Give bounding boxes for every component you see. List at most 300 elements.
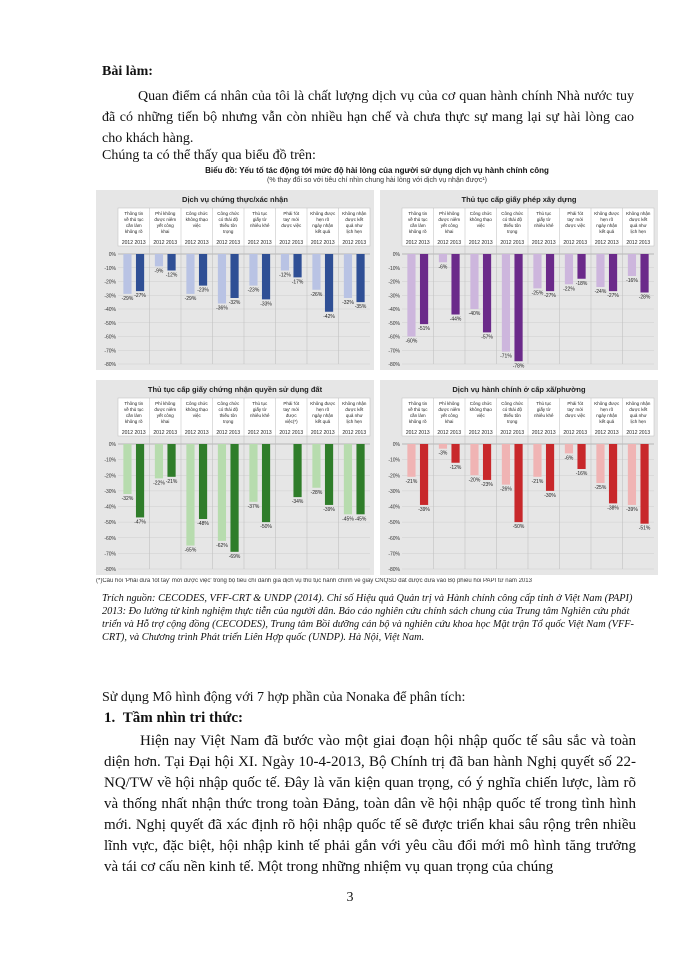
data-label: -48% [197, 521, 209, 527]
y-tick-label: -20% [104, 473, 116, 480]
category-label: giấy tờ [536, 217, 551, 222]
bar-2013 [325, 254, 333, 312]
bar-2013 [546, 444, 554, 491]
year-label: 2013 [607, 430, 619, 436]
year-label: 2013 [575, 430, 588, 436]
bar-2013 [262, 444, 270, 522]
year-label: 2012 [342, 240, 354, 246]
year-label: 2013 [291, 430, 304, 436]
bar-2012 [312, 444, 320, 488]
category-label: trọng [507, 419, 518, 424]
category-label: được kết [345, 217, 364, 222]
data-label: -29% [121, 295, 134, 302]
category-label: kết quả [599, 229, 615, 234]
year-label: 2013 [449, 240, 462, 246]
category-label: khai [161, 419, 170, 424]
year-label: 2012 [437, 240, 449, 246]
figure-title: Biểu đồ: Yếu tố tác động tới mức độ hài lòng của người sử dụng dịch vụ hành chính công [205, 166, 549, 175]
data-label: -30% [544, 492, 556, 499]
category-label: có thái độ [218, 217, 239, 222]
category-label: việc(*) [284, 419, 298, 424]
chart-svg [380, 380, 658, 575]
bar-2013 [230, 444, 238, 552]
data-label: -51% [638, 525, 651, 532]
y-tick-label: -60% [104, 334, 116, 341]
bar-2013 [514, 254, 522, 361]
category-label: lịch hẹn [630, 229, 647, 234]
year-label: 2013 [354, 430, 367, 436]
category-label: được niêm [438, 407, 461, 412]
bar-2013 [136, 254, 144, 291]
category-label: lịch hẹn [346, 229, 363, 234]
year-label: 2013 [418, 430, 430, 436]
category-label: Thông tin [124, 401, 144, 406]
year-label: 2013 [481, 240, 493, 246]
category-label: Công chức [185, 211, 208, 216]
year-label: 2013 [260, 240, 272, 246]
data-label: -37% [247, 503, 260, 510]
bar-2013 [577, 444, 585, 469]
data-label: -57% [481, 334, 493, 341]
bar-2013 [640, 254, 648, 293]
data-label: -6% [438, 264, 448, 271]
y-tick-label: -10% [388, 457, 400, 464]
bar-2012 [312, 254, 320, 290]
category-label: Không nhận [342, 211, 367, 216]
data-label: -39% [418, 506, 430, 513]
bar-2013 [325, 444, 333, 505]
y-tick-label: -40% [104, 504, 116, 511]
data-label: -26% [500, 486, 512, 493]
category-label: Phí không [439, 401, 460, 406]
bar-2012 [533, 254, 541, 288]
data-label: -36% [216, 305, 228, 312]
bar-2013 [451, 444, 459, 463]
category-label: được việc [565, 413, 586, 418]
y-tick-label: 0% [108, 442, 116, 448]
year-label: 2012 [247, 240, 260, 246]
category-label: trọng [507, 229, 518, 234]
bar-2013 [230, 254, 238, 298]
category-label: quả như [629, 413, 647, 418]
data-label: -24% [594, 289, 607, 295]
category-label: không rõ [124, 229, 143, 234]
category-label: Công chức [469, 211, 492, 216]
bar-2012 [123, 254, 131, 294]
source-citation: Trích nguồn: CECODES, VFF-CRT & UNDP (2014). Chỉ số Hiệu quả Quản trị và Hành chính công cấp tỉnh ở Việt Nam (PAPI) 2013: Đo lường từ kinh nghiệm thực tiễn của người dân. Báo cáo nghiên cứu chính sách chung của Trung tâm Nghiên cứu phát triển và Hỗ trợ cộng đồng (CECODES), Trung tâm Bồi dưỡng cán bộ và nghiên cứu khoa học Mặt trận Tổ quốc Việt Nam (VFF-CRT), và Chương trình Phát triển Liên Hợp quốc (UNDP). Hà Nội, Việt Nam. [102, 593, 634, 643]
year-label: 2012 [594, 240, 607, 246]
category-label: tay' mới [283, 407, 300, 412]
year-label: 2012 [626, 240, 638, 246]
y-tick-label: -30% [388, 488, 400, 495]
year-label: 2013 [165, 240, 178, 246]
year-label: 2012 [279, 430, 291, 436]
category-label: về thủ tục [407, 217, 428, 222]
category-label: được việc [281, 223, 302, 228]
bar-2013 [262, 254, 270, 299]
category-label: Thủ tục [252, 401, 268, 406]
bar-2012 [407, 254, 415, 337]
year-label: 2013 [607, 240, 619, 246]
data-label: -25% [594, 485, 607, 492]
category-label: được kết [629, 217, 648, 222]
bar-2012 [155, 254, 163, 266]
data-label: -27% [544, 293, 556, 300]
year-label: 2012 [531, 240, 544, 246]
category-label: nhiêu khê [249, 223, 270, 228]
data-label: -18% [575, 280, 588, 287]
category-label: nhiêu khê [249, 413, 270, 418]
data-label: -60% [405, 338, 418, 345]
bar-2012 [502, 444, 510, 485]
category-label: Công chức [469, 401, 492, 406]
category-label: khai [445, 419, 454, 424]
y-tick-label: -70% [104, 551, 116, 558]
data-label: -12% [165, 272, 178, 279]
data-label: -29% [184, 295, 197, 302]
bar-2012 [596, 444, 604, 483]
bar-2012 [249, 444, 257, 502]
category-label: được niêm [154, 407, 177, 412]
year-label: 2012 [531, 430, 544, 436]
category-label: trọng [223, 229, 234, 234]
intro-paragraph: Quan điểm cá nhân của tôi là chất lượng dịch vụ của cơ quan hành chính Nhà nước tuy đã có những tiến bộ nhưng vẫn còn nhiều hạn chế và chưa thực sự mang lại sự hài lòng cao cho khách hàng. [102, 89, 634, 146]
category-label: Không nhận [626, 401, 651, 406]
bar-2012 [186, 254, 194, 294]
category-label: quả như [345, 223, 363, 228]
bar-2012 [439, 254, 447, 262]
year-label: 2013 [228, 430, 241, 436]
category-label: việc [192, 223, 201, 228]
y-tick-label: -20% [388, 279, 400, 286]
y-tick-label: -10% [388, 265, 400, 272]
data-label: -16% [626, 278, 638, 284]
y-tick-label: -30% [104, 293, 116, 300]
year-label: 2013 [354, 240, 367, 246]
category-label: lịch hẹn [346, 419, 363, 424]
category-label: có thái độ [502, 407, 523, 412]
category-label: hẹn rõ [316, 407, 330, 412]
year-label: 2013 [512, 430, 525, 436]
bar-2013 [356, 254, 364, 302]
bar-2013 [420, 444, 428, 505]
data-label: -40% [468, 311, 481, 317]
y-tick-label: -70% [388, 348, 400, 355]
y-tick-label: -40% [388, 504, 400, 511]
chart-title: Thủ tục cấp giấy phép xây dựng [461, 195, 577, 204]
chart-panel-land-certificate [96, 380, 374, 575]
data-label: -71% [500, 353, 512, 360]
category-label: việc [476, 223, 485, 228]
year-label: 2013 [291, 240, 304, 246]
figure [96, 166, 658, 592]
data-label: -34% [291, 499, 304, 506]
year-label: 2012 [216, 240, 228, 246]
category-label: thiếu tôn [503, 413, 521, 418]
chart-title: Dịch vụ chứng thực/xác nhận [182, 195, 288, 204]
section-number: 1. [104, 710, 116, 726]
data-label: -6% [564, 455, 574, 462]
y-tick-label: -50% [104, 520, 116, 527]
year-label: 2012 [594, 430, 607, 436]
year-label: 2013 [638, 240, 651, 246]
y-tick-label: -10% [104, 457, 116, 464]
category-label: kết quả [315, 229, 331, 234]
category-label: Phải 'lót [283, 401, 300, 406]
data-label: -28% [638, 294, 651, 301]
data-label: -69% [228, 553, 241, 560]
category-label: giấy tờ [252, 217, 267, 222]
category-label: Công chức [501, 211, 524, 216]
category-label: quả như [629, 223, 647, 228]
category-label: Phí không [439, 211, 460, 216]
bar-2012 [218, 254, 226, 304]
year-label: 2013 [165, 430, 178, 436]
data-label: -39% [323, 506, 335, 513]
y-tick-label: -30% [388, 293, 400, 300]
category-label: quả như [345, 413, 363, 418]
bar-2013 [640, 444, 648, 524]
data-label: -12% [279, 272, 291, 279]
category-label: không thạo [469, 217, 492, 222]
bar-2012 [628, 444, 636, 505]
category-label: Thông tin [124, 211, 144, 216]
category-label: cần làm [409, 413, 426, 418]
year-label: 2013 [544, 240, 556, 246]
y-tick-label: -80% [104, 567, 116, 573]
y-tick-label: -70% [104, 348, 116, 355]
year-label: 2013 [323, 240, 335, 246]
year-label: 2013 [638, 430, 651, 436]
y-tick-label: -50% [104, 320, 116, 327]
category-label: Thủ tục [252, 211, 268, 216]
category-label: Phí không [155, 211, 176, 216]
chart-panel-construction-permit [380, 190, 658, 370]
chart-svg [96, 190, 374, 370]
figure-subtitle: (% thay đổi so với tiêu chí nhìn chung hài lòng với dịch vụ nhận được¹) [266, 177, 488, 184]
section-heading [104, 710, 243, 727]
data-label: -23% [247, 287, 260, 294]
category-label: Thông tin [408, 211, 428, 216]
bar-2012 [502, 254, 510, 352]
data-label: -17% [291, 279, 304, 286]
figure-note: (*)Câu hỏi 'Phải đưa 'lót tay' mới được việc' trong bộ tiêu chí đánh giá dịch vụ thủ tục hành chính về giấy CNQSD đất được đưa vào Bộ phiếu hỏi PAPI từ năm 2013 [96, 578, 532, 584]
year-label: 2012 [121, 430, 134, 436]
bar-2012 [281, 254, 289, 271]
year-label: 2013 [481, 430, 493, 436]
bar-2012 [249, 254, 257, 286]
category-label: về thủ tục [123, 217, 144, 222]
bar-2012 [470, 444, 478, 475]
data-label: -22% [153, 480, 165, 487]
category-label: Không nhận [342, 401, 367, 406]
data-label: -27% [134, 293, 146, 300]
category-label: thiếu tôn [219, 223, 237, 228]
category-label: có thái độ [502, 217, 523, 222]
category-label: được kết [629, 407, 648, 412]
chart-panel-commune-services [380, 380, 658, 575]
data-label: -3% [438, 450, 448, 457]
category-label: Công chức [217, 211, 240, 216]
category-label: Không nhận [626, 211, 651, 216]
category-label: việc [476, 413, 485, 418]
bar-2012 [218, 444, 226, 541]
data-label: -21% [405, 478, 418, 485]
data-label: -22% [563, 286, 575, 293]
category-label: cần làm [125, 413, 142, 418]
data-label: -44% [449, 316, 462, 323]
category-label: Thủ tục [536, 401, 552, 406]
data-label: -23% [197, 287, 209, 294]
bar-2013 [514, 444, 522, 522]
bar-2013 [420, 254, 428, 324]
y-tick-label: -80% [104, 362, 116, 368]
bar-2013 [609, 254, 617, 291]
bar-2012 [344, 254, 352, 298]
category-label: tay' mới [283, 217, 300, 222]
category-label: không rõ [408, 419, 427, 424]
year-label: 2012 [405, 430, 418, 436]
category-label: Phí không [155, 401, 176, 406]
data-label: -62% [216, 542, 228, 549]
category-label: Công chức [217, 401, 240, 406]
category-label: thiếu tôn [503, 223, 521, 228]
category-label: yết công [440, 413, 458, 418]
y-tick-label: -10% [104, 265, 116, 272]
analysis-intro: Sử dụng Mô hình động với 7 hợp phần của Nonaka để phân tích: [102, 690, 466, 705]
category-label: Phải 'lót [567, 401, 584, 406]
data-label: -32% [121, 496, 134, 502]
y-tick-label: -80% [388, 567, 400, 573]
bar-2012 [533, 444, 541, 477]
category-label: Không được [310, 401, 336, 406]
bar-2013 [293, 254, 301, 277]
data-label: -12% [449, 464, 462, 471]
data-label: -32% [342, 300, 354, 306]
year-label: 2013 [134, 240, 146, 246]
data-label: -23% [481, 481, 493, 488]
y-tick-label: -20% [104, 279, 116, 286]
year-label: 2012 [216, 430, 228, 436]
year-label: 2013 [228, 240, 241, 246]
page-heading: Bài làm: [102, 64, 153, 79]
year-label: 2013 [449, 430, 462, 436]
year-label: 2012 [247, 430, 260, 436]
category-label: không thạo [185, 407, 208, 412]
section-title: Tầm nhìn tri thức: [122, 710, 244, 726]
y-tick-label: 0% [392, 442, 400, 448]
year-label: 2013 [512, 240, 525, 246]
y-tick-label: -60% [388, 535, 400, 542]
category-label: Không được [594, 211, 620, 216]
data-label: -16% [575, 471, 588, 477]
data-label: -42% [323, 313, 335, 320]
bar-2013 [451, 254, 459, 315]
category-label: yết công [156, 223, 174, 228]
bar-2013 [167, 444, 175, 477]
y-tick-label: -50% [388, 520, 400, 527]
bar-2013 [483, 254, 491, 332]
category-label: về thủ tục [123, 407, 144, 412]
data-label: -51% [418, 326, 430, 333]
y-tick-label: -40% [388, 307, 400, 313]
bar-2012 [470, 254, 478, 309]
bar-2012 [439, 444, 447, 449]
category-label: được kết [345, 407, 364, 412]
year-label: 2012 [153, 240, 165, 246]
category-label: có thái độ [218, 407, 239, 412]
category-label: được [285, 413, 297, 418]
y-tick-label: -40% [104, 307, 116, 313]
bar-2013 [199, 444, 207, 519]
category-label: thiếu tôn [219, 413, 237, 418]
category-label: việc [192, 413, 201, 418]
data-label: -26% [310, 291, 323, 298]
year-label: 2012 [121, 240, 134, 246]
category-label: nhiêu khê [533, 413, 554, 418]
category-label: về thủ tục [407, 407, 428, 412]
section-body: Hiện nay Việt Nam đã bước vào một giai đoạn hội nhập quốc tế sâu sắc và toàn diện hơn. Tại Đại hội XI. Ngày 10-4-2013, Bộ Chính trị đã ban hành Nghị quyết số 22-NQ/TW về hội nhập quốc tế. Đây là văn kiện quan trọng, có ý nghĩa chiến lược, làm rõ và thống nhất nhận thức trong toàn Đảng, toàn dân về hội nhập quốc tế trong tình hình mới. Nghị quyết đã xác định rõ hội nhập quốc tế sẽ được triển khai sâu rộng trên nhiều lĩnh vực, đặc biệt, hội nhập kinh tế phải gắn với yêu cầu đổi mới mô hình tăng trưởng và tái cơ cấu nền kinh tế. Một trong những nhiệm vụ quan trọng của chúng [104, 733, 636, 875]
category-label: trọng [223, 419, 234, 424]
category-label: được niêm [154, 217, 177, 222]
year-label: 2012 [437, 430, 449, 436]
category-label: ngày nhận [312, 223, 334, 228]
data-label: -28% [310, 489, 323, 496]
data-label: -78% [512, 363, 525, 370]
category-label: không thạo [185, 217, 208, 222]
category-label: ngày nhận [596, 413, 618, 418]
year-label: 2012 [500, 430, 512, 436]
category-label: giấy tờ [536, 407, 551, 412]
chart-title: Dịch vụ hành chính ở cấp xã/phường [452, 385, 586, 394]
year-label: 2013 [323, 430, 335, 436]
bar-2013 [199, 254, 207, 286]
y-tick-label: -70% [388, 551, 400, 558]
category-label: hẹn rõ [600, 407, 614, 412]
y-tick-label: -50% [388, 320, 400, 327]
category-label: được việc [565, 223, 586, 228]
bar-2013 [577, 254, 585, 279]
year-label: 2013 [544, 430, 556, 436]
year-label: 2012 [468, 240, 481, 246]
bar-2012 [344, 444, 352, 514]
data-label: -38% [607, 505, 619, 512]
year-label: 2012 [626, 430, 638, 436]
category-label: tay' mới [567, 407, 584, 412]
data-label: -45% [354, 516, 367, 523]
y-tick-label: 0% [392, 252, 400, 258]
year-label: 2012 [184, 240, 197, 246]
bar-2012 [123, 444, 131, 494]
bar-2012 [628, 254, 636, 276]
data-label: -65% [184, 547, 197, 554]
y-tick-label: -20% [388, 473, 400, 480]
bar-2012 [407, 444, 415, 477]
bar-2012 [155, 444, 163, 478]
category-label: Phải 'lót [567, 211, 584, 216]
category-label: Thủ tục [536, 211, 552, 216]
bar-2013 [136, 444, 144, 517]
chart-title: Thủ tục cấp giấy chứng nhận quyền sử dụng đất [147, 385, 323, 394]
y-tick-label: -60% [104, 535, 116, 542]
category-label: nhiêu khê [533, 223, 554, 228]
year-label: 2013 [197, 240, 209, 246]
category-label: lịch hẹn [630, 419, 647, 424]
category-label: Không được [594, 401, 620, 406]
category-label: giấy tờ [252, 407, 267, 412]
bar-2012 [596, 254, 604, 287]
y-tick-label: 0% [108, 252, 116, 258]
